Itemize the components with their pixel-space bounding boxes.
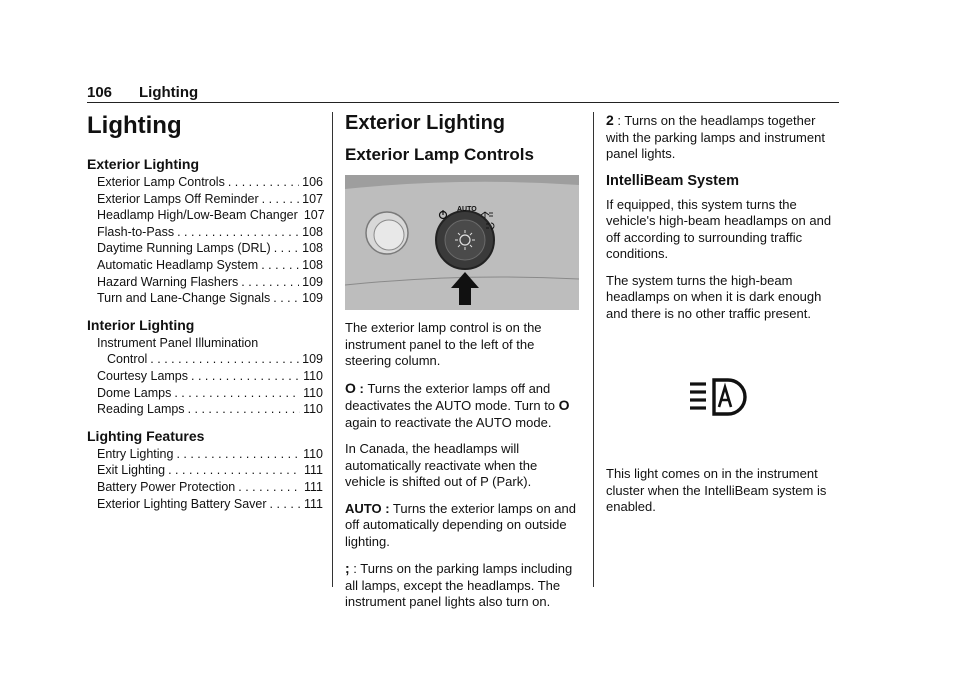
power-off-icon: O: [345, 379, 356, 396]
parking-lamp-icon: ;: [345, 560, 350, 576]
intellibeam-heading: IntelliBeam System: [606, 172, 739, 189]
intellibeam-paragraph-1: If equipped, this system turns the vehicle's high-beam headlamps on and off according to surrounding traffic conditions.: [606, 196, 832, 261]
header-section-title: Lighting: [139, 84, 199, 101]
toc-entry[interactable]: Battery Power Protection . . . 111: [87, 479, 323, 496]
toc-entry[interactable]: Hazard Warning Flashers . . . 109: [87, 274, 323, 291]
toc-entry[interactable]: Courtesy Lamps . . . 110: [87, 368, 323, 385]
off-paragraph: [345, 380, 579, 432]
toc-section-title: Interior Lighting: [87, 316, 195, 333]
intellibeam-paragraph-3: This light comes on in the instrument cluster when the IntelliBeam system is enabled.: [606, 466, 827, 514]
canada-paragraph: In Canada, the headlamps will automatically reactivate when the vehicle is shifted out of P (Park).: [345, 441, 538, 489]
section-heading: Exterior Lighting: [345, 112, 505, 134]
toc-entry-line1[interactable]: Instrument Panel Illumination: [97, 335, 259, 350]
toc-entry[interactable]: Exterior Lamps Off Reminder . . . 107: [87, 191, 323, 208]
lamp-control-figure: [345, 175, 579, 310]
off-text-tail: again to reactivate the AUTO mode.: [345, 414, 552, 430]
headlamp-icon: 2: [606, 112, 614, 128]
content-column-2: [345, 112, 579, 621]
intro-paragraph: The exterior lamp control is on the instrument panel to the left of the steering column.: [345, 320, 542, 368]
column-divider-2: [593, 112, 594, 587]
lamp-control-illustration: [345, 175, 579, 310]
toc-section-title: Exterior Lighting: [87, 156, 199, 172]
toc-entry[interactable]: Headlamp High/Low-Beam Changer 107: [97, 208, 325, 223]
toc-entry[interactable]: Daytime Running Lamps (DRL) . . . 108: [87, 240, 323, 257]
column-divider-1: [332, 112, 333, 587]
headlamp-text: : Turns on the headlamps together with the parking lamps and instrument panel lights.: [606, 113, 825, 161]
intellibeam-icon: [684, 376, 764, 418]
intellibeam-paragraph-2: The system turns the high-beam headlamps on when it is dark enough and there is no other traffic present.: [606, 272, 822, 321]
toc-section-title: Lighting Features: [87, 427, 205, 444]
auto-label: AUTO: [457, 206, 477, 213]
power-off-icon: O: [558, 397, 570, 413]
parking-text: : Turns on the parking lamps including all lamps, except the headlamps. The instrument panel lights also turn on.: [345, 561, 573, 609]
parking-paragraph: [345, 560, 579, 611]
toc-list-exterior: [87, 174, 323, 307]
toc-list-interior: [87, 335, 323, 418]
toc-entry[interactable]: Exterior Lamp Controls . . . 106: [87, 174, 323, 191]
subsection-heading: Exterior Lamp Controls: [345, 145, 534, 164]
toc-entry[interactable]: Entry Lighting . . . 110: [87, 446, 323, 463]
headlamp-paragraph: [606, 112, 842, 163]
auto-text: Turns the exterior lamps on and off automatically depending on outside lighting.: [345, 500, 576, 549]
toc-entry[interactable]: Turn and Lane-Change Signals . . . 109: [87, 290, 323, 307]
toc-entry[interactable]: Automatic Headlamp System . . . 108: [87, 257, 323, 274]
toc-entry[interactable]: Control . . . 109: [87, 351, 323, 368]
auto-paragraph: [345, 501, 579, 551]
page-header: [87, 84, 839, 104]
toc-entry[interactable]: Flash-to-Pass . . . 108: [87, 224, 323, 241]
content-column-3: [606, 112, 842, 526]
off-text: Turns the exterior lamps off and deactivates the AUTO mode. Turn to: [345, 380, 559, 413]
toc-entry[interactable]: Exit Lighting . . . 111: [87, 462, 323, 479]
toc-entry[interactable]: Dome Lamps . . . 110: [87, 385, 323, 402]
page-number: 106: [87, 84, 113, 101]
toc-entry[interactable]: Reading Lamps . . . 110: [87, 401, 323, 418]
chapter-toc: [87, 112, 323, 522]
auto-term: AUTO :: [345, 500, 390, 516]
off-separator: :: [355, 380, 368, 396]
toc-entry[interactable]: Exterior Lighting Battery Saver . . . 111: [87, 496, 323, 513]
toc-list-features: [87, 446, 323, 512]
chapter-title: Lighting: [87, 112, 182, 139]
header-rule: [87, 102, 839, 103]
